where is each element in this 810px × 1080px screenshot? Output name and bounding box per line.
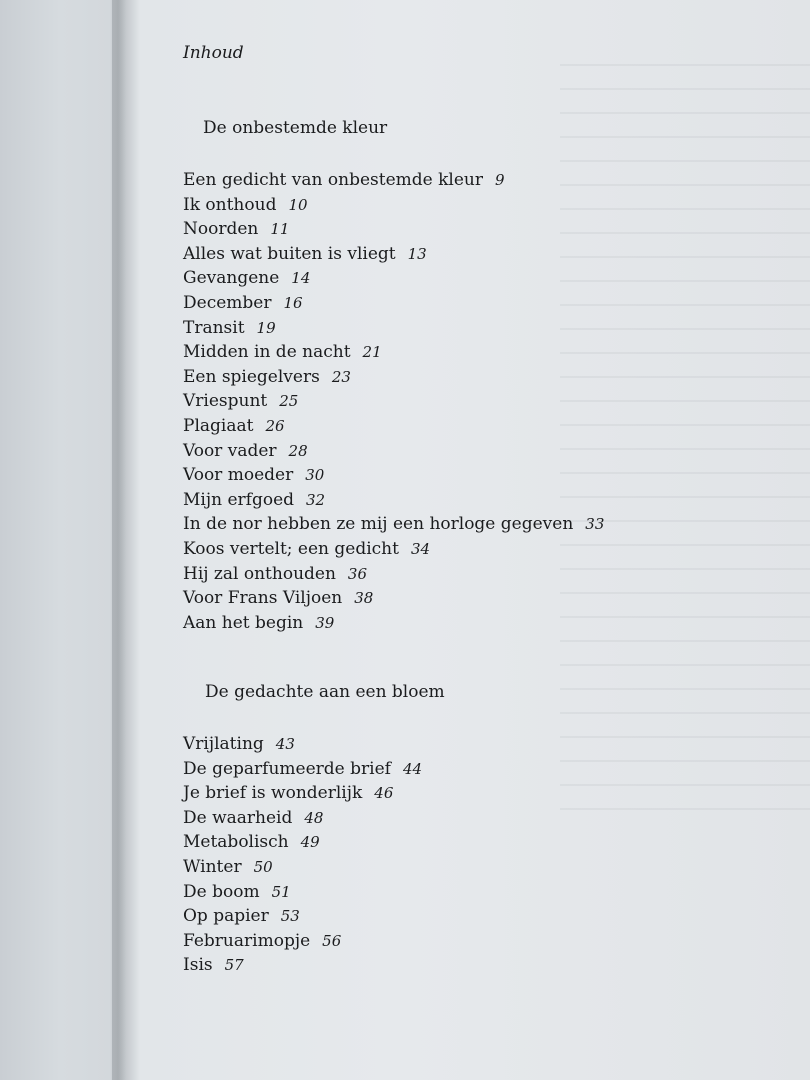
toc-entry [183, 512, 604, 537]
toc-entry [183, 562, 604, 587]
entry-page: 14 [291, 269, 311, 288]
entry-title: Een spiegelvers [183, 366, 320, 387]
entry-page: 53 [280, 907, 300, 926]
toc-entry [183, 806, 422, 831]
entry-title: December [183, 292, 272, 313]
entry-page: 9 [494, 171, 505, 189]
toc-entry [183, 316, 604, 341]
toc-entry [183, 904, 422, 929]
entry-title: Ik onthoud [183, 194, 277, 215]
toc-entry [183, 242, 604, 267]
entry-title: Gevangene [183, 268, 280, 289]
entry-title: Hij zal onthouden [183, 563, 336, 584]
entry-title: Voor vader [183, 440, 277, 461]
entry-page: 13 [407, 244, 427, 263]
entry-title: Voor Frans Viljoen [183, 588, 343, 609]
entry-title: Winter [183, 856, 242, 877]
entry-title: Vrijlating [183, 734, 264, 754]
toc-entry [183, 611, 604, 636]
toc-entry [183, 291, 604, 316]
entry-page: 21 [362, 343, 382, 362]
entry-page: 49 [300, 833, 320, 852]
toc-entry [183, 732, 422, 757]
entry-page: 32 [306, 490, 326, 509]
section-title: De onbestemde kleur [203, 118, 388, 138]
toc-entry [183, 757, 422, 782]
entry-title: Alles wat buiten is vliegt [183, 243, 396, 264]
entry-title: Isis [183, 955, 213, 976]
entry-page: 44 [402, 759, 423, 778]
toc-list [183, 168, 604, 635]
toc-entry [183, 855, 422, 880]
entry-page: 26 [265, 416, 285, 435]
entry-page: 36 [347, 564, 368, 583]
entry-page: 11 [270, 220, 290, 239]
toc-entry [183, 193, 604, 218]
toc-entry [183, 168, 604, 193]
entry-title: Voor moeder [183, 465, 294, 486]
toc-heading: Inhoud [183, 43, 244, 63]
toc-entry [183, 830, 422, 855]
toc-entry [183, 781, 422, 806]
entry-page: 39 [315, 613, 335, 632]
entry-title: Je brief is wonderlijk [183, 783, 363, 804]
entry-page: 43 [275, 735, 295, 753]
entry-title: De geparfumeerde brief [183, 758, 391, 779]
entry-title: De waarheid [183, 807, 293, 828]
entry-title: Aan het begin [183, 612, 304, 633]
toc-entry [183, 389, 604, 414]
entry-page: 57 [224, 956, 244, 975]
toc-entry [183, 463, 604, 488]
entry-page: 28 [288, 441, 308, 460]
toc-entry [183, 439, 604, 464]
entry-title: Februarimopje [183, 930, 311, 951]
toc-entry [183, 880, 422, 905]
toc-entry [183, 365, 604, 390]
entry-page: 48 [304, 808, 324, 827]
section-title: De gedachte aan een bloem [205, 682, 445, 702]
entry-title: Een gedicht van onbestemde kleur [183, 170, 483, 190]
entry-title: Koos vertelt; een gedicht [183, 538, 399, 559]
toc-entry [183, 266, 604, 291]
entry-page: 23 [331, 367, 351, 386]
entry-page: 34 [410, 539, 431, 558]
entry-title: Mijn erfgoed [183, 489, 295, 510]
entry-title: In de nor hebben ze mij een horloge gegeven [183, 514, 574, 535]
entry-title: Transit [183, 317, 245, 338]
toc-entry [183, 217, 604, 242]
entry-page: 46 [374, 784, 394, 803]
entry-page: 30 [305, 466, 325, 485]
entry-title: Noorden [183, 219, 259, 240]
toc-entry [183, 537, 604, 562]
toc-entry [183, 953, 422, 978]
entry-title: De boom [183, 881, 260, 902]
book-gutter [112, 0, 126, 1080]
toc-list [183, 732, 422, 978]
entry-page: 16 [283, 293, 303, 312]
entry-title: Metabolisch [183, 832, 289, 853]
entry-title: Plagiaat [183, 415, 254, 436]
entry-page: 51 [271, 882, 291, 901]
toc-entry [183, 586, 604, 611]
entry-title: Midden in de nacht [183, 342, 351, 363]
entry-page: 38 [354, 589, 374, 608]
entry-page: 10 [288, 195, 308, 214]
entry-page: 25 [279, 392, 299, 411]
toc-entry [183, 488, 604, 513]
entry-page: 56 [322, 931, 342, 950]
entry-title: Vriespunt [183, 391, 268, 412]
toc-entry [183, 414, 604, 439]
entry-page: 50 [253, 857, 273, 876]
entry-title: Op papier [183, 906, 269, 927]
entry-page: 19 [256, 318, 276, 337]
toc-entry [183, 340, 604, 365]
entry-page: 33 [585, 515, 605, 534]
toc-entry [183, 929, 422, 954]
